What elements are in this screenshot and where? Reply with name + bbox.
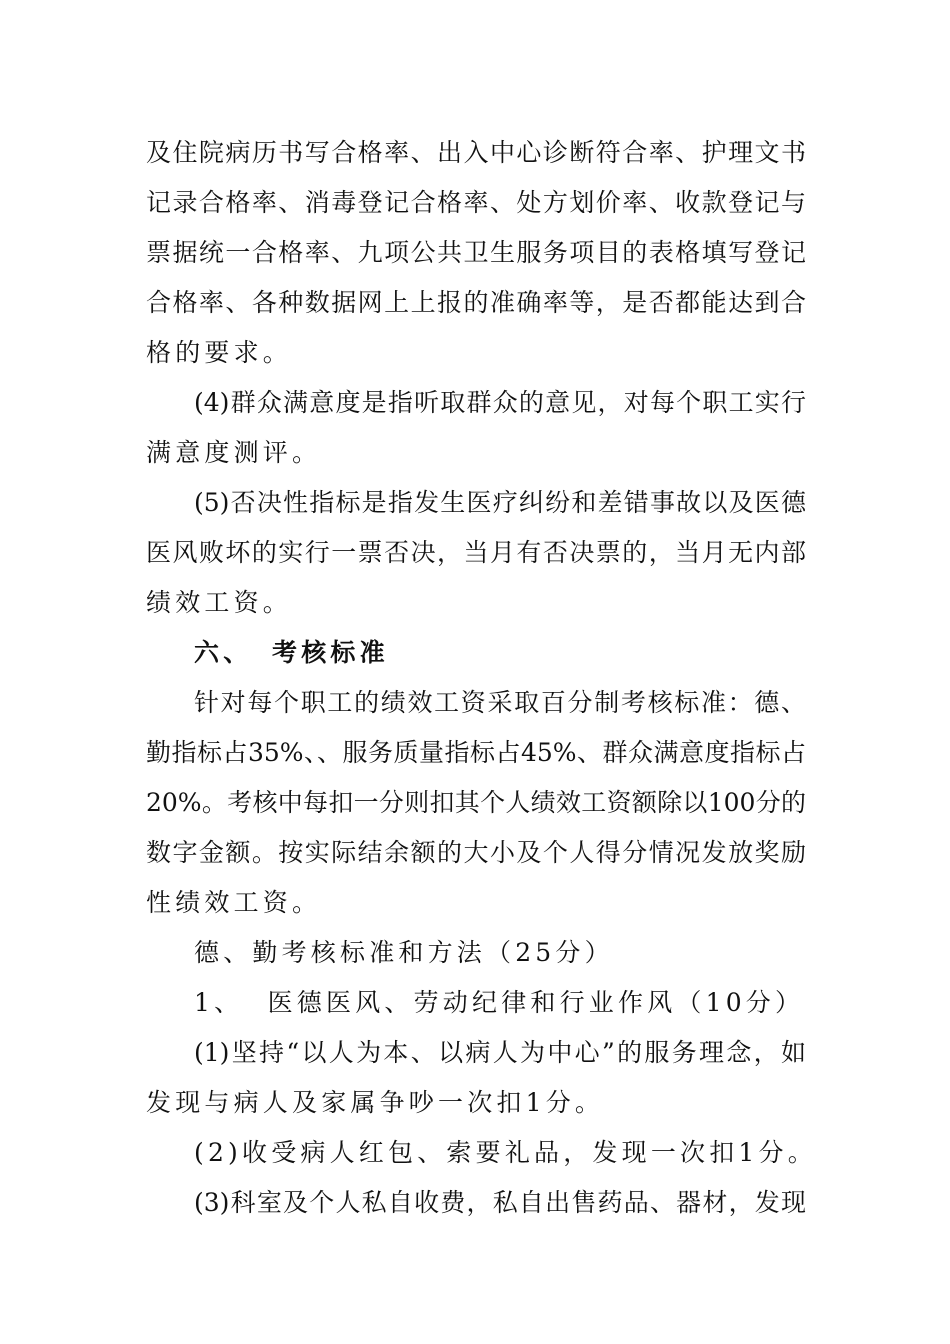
paragraph-line: (1)坚持“以人为本、以病人为中心”的服务理念，如 [194, 1038, 806, 1067]
subsection-title: 德、勤考核标准和方法（25分） [194, 938, 614, 967]
paragraph-line: 性绩效工资。 [146, 888, 322, 917]
paragraph-line: 格的要求。 [146, 338, 293, 367]
paragraph-line: 合格率、各种数据网上上报的准确率等，是否都能达到合 [146, 288, 806, 317]
paragraph-line: 勤指标占35%、、服务质量指标占45%、群众满意度指标占 [146, 738, 806, 767]
paragraph-line: 20%。考核中每扣一分则扣其个人绩效工资额除以100分的 [146, 788, 806, 817]
subsection-title: 1、 医德医风、劳动纪律和行业作风（10分） [194, 988, 805, 1017]
paragraph-line: 及住院病历书写合格率、出入中心诊断符合率、护理文书 [146, 138, 806, 167]
paragraph-line: (4)群众满意度是指听取群众的意见，对每个职工实行 [194, 388, 806, 417]
paragraph-line: 数字金额。按实际结余额的大小及个人得分情况发放奖励 [146, 838, 806, 867]
section-title: 考核标准 [272, 638, 389, 667]
paragraph-line: 发现与病人及家属争吵一次扣1分。 [146, 1088, 605, 1117]
paragraph-line: (2)收受病人红包、索要礼品，发现一次扣1分。 [194, 1138, 817, 1167]
section-number: 六、 [194, 638, 253, 667]
section-heading [194, 636, 806, 670]
paragraph-line: (3)科室及个人私自收费，私自出售药品、器材，发现 [194, 1188, 806, 1217]
paragraph-line: 记录合格率、消毒登记合格率、处方划价率、收款登记与 [146, 188, 806, 217]
paragraph-line: 满意度测评。 [146, 438, 322, 467]
paragraph-line: 医风败坏的实行一票否决，当月有否决票的，当月无内部 [146, 538, 806, 567]
paragraph-line: 绩效工资。 [146, 588, 293, 617]
paragraph-line: 票据统一合格率、九项公共卫生服务项目的表格填写登记 [146, 238, 806, 267]
paragraph-line: (5)否决性指标是指发生医疗纠纷和差错事故以及医德 [194, 488, 806, 517]
paragraph-line: 针对每个职工的绩效工资采取百分制考核标准：德、 [194, 688, 806, 717]
